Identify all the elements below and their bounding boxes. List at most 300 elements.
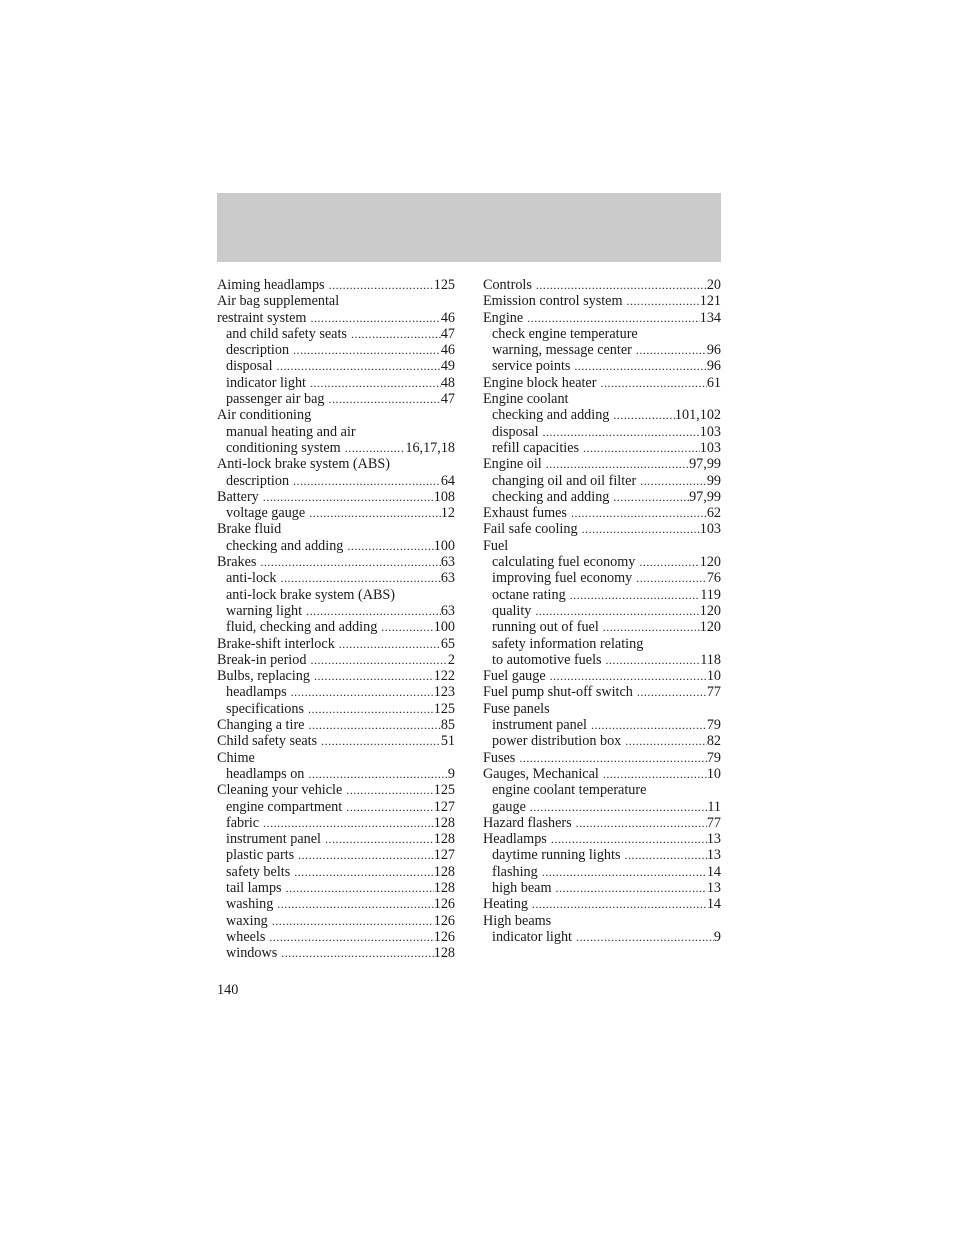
dot-leader bbox=[546, 456, 689, 472]
dot-leader bbox=[309, 505, 441, 521]
dot-leader bbox=[591, 717, 707, 733]
index-entry-text: Emission control system bbox=[483, 293, 623, 310]
index-entry bbox=[217, 538, 455, 554]
index-entry bbox=[217, 505, 455, 521]
index-entry bbox=[217, 766, 455, 782]
index-entry-page: 126 bbox=[433, 928, 455, 945]
index-entry bbox=[217, 293, 455, 309]
dot-leader bbox=[542, 864, 707, 880]
index-entry bbox=[217, 391, 455, 407]
index-entry-text: indicator light bbox=[492, 928, 572, 945]
index-entry bbox=[217, 407, 455, 423]
index-entry-page: 120 bbox=[699, 602, 721, 619]
index-entry-text: warning light bbox=[226, 602, 303, 619]
dot-leader bbox=[636, 342, 707, 358]
index-entry-text: refill capacities bbox=[492, 439, 580, 456]
dot-leader bbox=[636, 570, 707, 586]
dot-leader bbox=[550, 668, 707, 684]
index-entry bbox=[217, 636, 455, 652]
dot-leader bbox=[576, 929, 714, 945]
index-entry-page: 13 bbox=[706, 879, 721, 896]
index-entry-text: calculating fuel economy bbox=[492, 554, 636, 571]
index-entry-page: 127 bbox=[433, 798, 455, 815]
index-entry-text: and child safety seats bbox=[226, 325, 347, 342]
index-entry-page: 126 bbox=[433, 912, 455, 929]
index-entry bbox=[217, 603, 455, 619]
index-entry-page: 103 bbox=[699, 423, 721, 440]
dot-leader bbox=[381, 619, 433, 635]
index-entry-page: 100 bbox=[433, 619, 455, 636]
index-entry bbox=[217, 864, 455, 880]
index-entry-text: plastic parts bbox=[226, 847, 295, 864]
index-entry-text: Engine coolant bbox=[483, 391, 569, 408]
index-entry-page: 82 bbox=[706, 733, 721, 750]
index-entry bbox=[217, 326, 455, 342]
index-entry-page: 100 bbox=[433, 537, 455, 554]
index-entry-text: safety information relating bbox=[492, 635, 644, 652]
index-entry bbox=[483, 489, 721, 505]
header-band bbox=[217, 193, 721, 262]
index-entry bbox=[483, 847, 721, 863]
index-entry-page: 14 bbox=[706, 896, 721, 913]
index-entry-text: Changing a tire bbox=[217, 717, 305, 734]
index-entry bbox=[483, 326, 721, 342]
index-entry-page: 127 bbox=[433, 847, 455, 864]
index-entry-page: 47 bbox=[440, 391, 455, 408]
index-entry-page: 120 bbox=[699, 554, 721, 571]
index-column-right bbox=[483, 277, 721, 945]
dot-leader bbox=[325, 831, 434, 847]
index-entry-text: octane rating bbox=[492, 586, 566, 603]
index-entry-text: conditioning system bbox=[226, 439, 341, 456]
index-entry-page: 123 bbox=[433, 684, 455, 701]
index-entry-page: 134 bbox=[699, 309, 721, 326]
dot-leader bbox=[308, 701, 434, 717]
index-entry-text: high beam bbox=[492, 879, 552, 896]
index-entry bbox=[217, 815, 455, 831]
index-entry bbox=[217, 456, 455, 472]
index-entry bbox=[217, 782, 455, 798]
dot-leader bbox=[556, 880, 707, 896]
index-entry bbox=[217, 831, 455, 847]
dot-leader bbox=[519, 750, 706, 766]
dot-leader bbox=[625, 733, 707, 749]
dot-leader bbox=[351, 326, 441, 342]
dot-leader bbox=[298, 847, 434, 863]
dot-leader bbox=[306, 603, 441, 619]
index-entry bbox=[483, 733, 721, 749]
index-entry-text: instrument panel bbox=[226, 831, 321, 848]
index-entry-page: 96 bbox=[706, 358, 721, 375]
index-entry bbox=[217, 375, 455, 391]
index-entry-text: running out of fuel bbox=[492, 619, 599, 636]
index-entry-page: 9 bbox=[447, 765, 455, 782]
index-entry-text: anti-lock brake system (ABS) bbox=[226, 586, 396, 603]
dot-leader bbox=[532, 896, 707, 912]
index-entry-text: quality bbox=[492, 602, 532, 619]
dot-leader bbox=[329, 277, 434, 293]
index-entry bbox=[217, 684, 455, 700]
index-entry-text: safety belts bbox=[226, 863, 291, 880]
index-entry-page: 51 bbox=[440, 733, 455, 750]
index-entry bbox=[483, 587, 721, 603]
index-entry-text: wheels bbox=[226, 928, 266, 945]
index-entry-page: 97,99 bbox=[689, 488, 721, 505]
dot-leader bbox=[314, 668, 434, 684]
index-entry-page: 125 bbox=[433, 700, 455, 717]
index-entry bbox=[483, 782, 721, 798]
index-entry bbox=[217, 799, 455, 815]
index-entry bbox=[217, 652, 455, 668]
dot-leader bbox=[613, 489, 689, 505]
index-entry-text: to automotive fuels bbox=[492, 651, 602, 668]
index-entry bbox=[483, 896, 721, 912]
index-entry-text: Fuse panels bbox=[483, 700, 550, 717]
index-entry bbox=[217, 473, 455, 489]
index-entry-text: Headlamps bbox=[483, 831, 547, 848]
index-entry bbox=[483, 407, 721, 423]
dot-leader bbox=[339, 636, 441, 652]
index-entry-text: Air conditioning bbox=[217, 407, 312, 424]
index-entry-page: 128 bbox=[433, 863, 455, 880]
index-entry bbox=[483, 831, 721, 847]
dot-leader bbox=[291, 684, 434, 700]
index-entry bbox=[217, 342, 455, 358]
dot-leader bbox=[600, 375, 706, 391]
index-entry-page: 108 bbox=[433, 488, 455, 505]
dot-leader bbox=[606, 652, 701, 668]
index-entry-text: Exhaust fumes bbox=[483, 505, 567, 522]
index-entry-page: 62 bbox=[706, 505, 721, 522]
dot-leader bbox=[535, 603, 699, 619]
index-entry bbox=[483, 652, 721, 668]
dot-leader bbox=[310, 375, 441, 391]
index-entry-text: Engine oil bbox=[483, 456, 542, 473]
dot-leader bbox=[530, 799, 707, 815]
index-entry-text: Battery bbox=[217, 488, 259, 505]
index-entry-text: Aiming headlamps bbox=[217, 277, 325, 293]
index-entry-text: Break-in period bbox=[217, 651, 307, 668]
index-entry-text: fluid, checking and adding bbox=[226, 619, 378, 636]
index-entry-page: 103 bbox=[699, 521, 721, 538]
dot-leader bbox=[277, 896, 433, 912]
index-entry bbox=[483, 570, 721, 586]
index-entry-page: 128 bbox=[433, 814, 455, 831]
index-entry-text: disposal bbox=[226, 358, 273, 375]
index-entry bbox=[483, 538, 721, 554]
index-entry-text: engine coolant temperature bbox=[492, 782, 647, 799]
index-entry bbox=[483, 815, 721, 831]
index-entry-page: 13 bbox=[706, 831, 721, 848]
dot-leader bbox=[347, 538, 433, 554]
index-entry bbox=[217, 424, 455, 440]
dot-leader bbox=[637, 684, 707, 700]
index-entry-page: 46 bbox=[440, 309, 455, 326]
index-entry-text: Fuel pump shut-off switch bbox=[483, 684, 633, 701]
index-entry-page: 16,17,18 bbox=[405, 439, 455, 456]
index-entry-text: Gauges, Mechanical bbox=[483, 765, 599, 782]
index-entry-page: 85 bbox=[440, 717, 455, 734]
index-entry-page: 14 bbox=[706, 863, 721, 880]
dot-leader bbox=[639, 554, 699, 570]
index-entry-text: restraint system bbox=[217, 309, 307, 326]
dot-leader bbox=[281, 945, 433, 961]
index-entry bbox=[217, 521, 455, 537]
index-entry-text: Fuel gauge bbox=[483, 668, 546, 685]
index-entry-text: Controls bbox=[483, 277, 532, 293]
index-entry-page: 99 bbox=[706, 472, 721, 489]
index-entry-page: 101,102 bbox=[674, 407, 721, 424]
index-entry-page: 2 bbox=[447, 651, 455, 668]
index-entry bbox=[483, 342, 721, 358]
index-entry-text: passenger air bag bbox=[226, 391, 325, 408]
index-entry-text: Fuel bbox=[483, 537, 509, 554]
dot-leader bbox=[570, 587, 701, 603]
index-entry-page: 125 bbox=[433, 277, 455, 293]
index-entry-page: 12 bbox=[440, 505, 455, 522]
index-entry-text: description bbox=[226, 342, 290, 359]
dot-leader bbox=[280, 570, 440, 586]
index-entry-page: 118 bbox=[700, 651, 721, 668]
index-entry-text: instrument panel bbox=[492, 717, 587, 734]
index-entry-page: 96 bbox=[706, 342, 721, 359]
index-entry-text: Fuses bbox=[483, 749, 516, 766]
index-entry-text: High beams bbox=[483, 912, 552, 929]
index-entry-text: Brake fluid bbox=[217, 521, 282, 538]
index-entry bbox=[483, 929, 721, 945]
index-entry bbox=[483, 293, 721, 309]
index-entry-text: Heating bbox=[483, 896, 528, 913]
dot-leader bbox=[286, 880, 434, 896]
index-entry bbox=[217, 310, 455, 326]
index-entry-text: checking and adding bbox=[226, 537, 344, 554]
index-entry-page: 77 bbox=[706, 814, 721, 831]
dot-leader bbox=[260, 554, 440, 570]
dot-leader bbox=[346, 799, 434, 815]
index-entry bbox=[483, 701, 721, 717]
index-entry-text: voltage gauge bbox=[226, 505, 306, 522]
index-entry-text: Bulbs, replacing bbox=[217, 668, 310, 685]
dot-leader bbox=[527, 310, 700, 326]
index-entry bbox=[217, 701, 455, 717]
index-entry-page: 119 bbox=[700, 586, 721, 603]
dot-leader bbox=[624, 847, 706, 863]
dot-leader bbox=[551, 831, 707, 847]
index-entry-page: 47 bbox=[440, 325, 455, 342]
index-entry-page: 79 bbox=[706, 717, 721, 734]
dot-leader bbox=[603, 766, 707, 782]
index-entry-text: Brakes bbox=[217, 554, 257, 571]
dot-leader bbox=[328, 391, 440, 407]
index-entry-text: check engine temperature bbox=[492, 325, 638, 342]
dot-leader bbox=[310, 310, 440, 326]
index-entry bbox=[217, 587, 455, 603]
dot-leader bbox=[346, 782, 433, 798]
index-entry-text: tail lamps bbox=[226, 879, 282, 896]
index-entry-page: 128 bbox=[433, 831, 455, 848]
index-entry-text: power distribution box bbox=[492, 733, 622, 750]
index-entry bbox=[217, 733, 455, 749]
index-entry-page: 11 bbox=[707, 798, 721, 815]
index-entry-page: 122 bbox=[433, 668, 455, 685]
index-entry-text: headlamps on bbox=[226, 765, 305, 782]
index-entry-page: 64 bbox=[440, 472, 455, 489]
dot-leader bbox=[571, 505, 707, 521]
index-entry-page: 13 bbox=[706, 847, 721, 864]
index-entry bbox=[217, 717, 455, 733]
dot-leader bbox=[576, 815, 707, 831]
index-entry bbox=[483, 456, 721, 472]
dot-leader bbox=[310, 652, 447, 668]
dot-leader bbox=[345, 440, 406, 456]
index-entry-text: manual heating and air bbox=[226, 423, 356, 440]
index-entry bbox=[217, 847, 455, 863]
index-entry bbox=[483, 391, 721, 407]
index-entry-page: 48 bbox=[440, 374, 455, 391]
index-entry-text: improving fuel economy bbox=[492, 570, 633, 587]
index-entry bbox=[483, 375, 721, 391]
index-entry-page: 63 bbox=[440, 554, 455, 571]
index-entry bbox=[217, 750, 455, 766]
index-entry-text: specifications bbox=[226, 700, 305, 717]
index-entry-text: Anti-lock brake system (ABS) bbox=[217, 456, 390, 473]
index-entry bbox=[217, 554, 455, 570]
index-entry-text: checking and adding bbox=[492, 407, 610, 424]
index-entry bbox=[217, 570, 455, 586]
index-entry-text: flashing bbox=[492, 863, 538, 880]
index-entry bbox=[483, 521, 721, 537]
index-entry bbox=[217, 913, 455, 929]
index-entry bbox=[483, 799, 721, 815]
index-entry bbox=[483, 864, 721, 880]
dot-leader bbox=[277, 358, 441, 374]
index-entry-page: 9 bbox=[713, 928, 721, 945]
index-entry-text: waxing bbox=[226, 912, 268, 929]
index-entry bbox=[217, 358, 455, 374]
index-entry bbox=[483, 554, 721, 570]
index-entry bbox=[483, 750, 721, 766]
index-entry-page: 77 bbox=[706, 684, 721, 701]
index-entry bbox=[217, 440, 455, 456]
index-entry bbox=[483, 603, 721, 619]
index-entry-page: 125 bbox=[433, 782, 455, 799]
index-entry bbox=[483, 636, 721, 652]
index-entry bbox=[217, 489, 455, 505]
index-entry-text: Cleaning your vehicle bbox=[217, 782, 343, 799]
index-entry-text: Fail safe cooling bbox=[483, 521, 578, 538]
index-entry bbox=[217, 896, 455, 912]
index-entry-page: 65 bbox=[440, 635, 455, 652]
index-entry-text: washing bbox=[226, 896, 274, 913]
index-entry-page: 97,99 bbox=[689, 456, 721, 473]
index-entry-page: 46 bbox=[440, 342, 455, 359]
dot-leader bbox=[536, 277, 707, 293]
dot-leader bbox=[308, 766, 448, 782]
dot-leader bbox=[263, 815, 434, 831]
dot-leader bbox=[272, 913, 434, 929]
index-entry bbox=[217, 945, 455, 961]
dot-leader bbox=[308, 717, 440, 733]
index-entry-text: disposal bbox=[492, 423, 539, 440]
dot-leader bbox=[574, 358, 706, 374]
index-entry bbox=[217, 277, 455, 293]
index-entry bbox=[483, 310, 721, 326]
index-entry-page: 128 bbox=[433, 879, 455, 896]
index-entry-text: windows bbox=[226, 945, 278, 962]
dot-leader bbox=[321, 733, 441, 749]
index-entry-text: service points bbox=[492, 358, 571, 375]
index-entry-text: description bbox=[226, 472, 290, 489]
index-entry-text: Chime bbox=[217, 749, 255, 766]
index-entry-page: 126 bbox=[433, 896, 455, 913]
index-entry bbox=[483, 619, 721, 635]
index-entry-text: anti-lock bbox=[226, 570, 277, 587]
index-entry-text: engine compartment bbox=[226, 798, 343, 815]
index-entry bbox=[483, 913, 721, 929]
index-entry-text: Child safety seats bbox=[217, 733, 318, 750]
index-entry-page: 10 bbox=[706, 668, 721, 685]
index-entry bbox=[483, 505, 721, 521]
dot-leader bbox=[640, 473, 707, 489]
index-entry-page: 20 bbox=[706, 277, 721, 293]
dot-leader bbox=[543, 424, 700, 440]
index-entry-page: 79 bbox=[706, 749, 721, 766]
index-entry-text: checking and adding bbox=[492, 488, 610, 505]
index-entry-text: gauge bbox=[492, 798, 526, 815]
index-entry-text: Brake-shift interlock bbox=[217, 635, 335, 652]
index-entry-page: 63 bbox=[440, 570, 455, 587]
index-entry bbox=[483, 717, 721, 733]
index-entry-page: 49 bbox=[440, 358, 455, 375]
page-number: 140 bbox=[217, 982, 239, 998]
index-entry-page: 121 bbox=[699, 293, 721, 310]
dot-leader bbox=[263, 489, 434, 505]
index-entry bbox=[483, 880, 721, 896]
dot-leader bbox=[293, 473, 441, 489]
index-entry-text: headlamps bbox=[226, 684, 287, 701]
index-entry bbox=[217, 668, 455, 684]
index-entry-text: Hazard flashers bbox=[483, 814, 572, 831]
index-entry bbox=[483, 277, 721, 293]
index-entry bbox=[217, 619, 455, 635]
index-entry-text: Engine bbox=[483, 309, 524, 326]
index-entry bbox=[483, 424, 721, 440]
index-entry bbox=[483, 668, 721, 684]
index-entry-text: Air bag supplemental bbox=[217, 293, 340, 310]
index-entry-page: 63 bbox=[440, 602, 455, 619]
index-entry-page: 128 bbox=[433, 945, 455, 962]
dot-leader bbox=[293, 342, 441, 358]
index-entry bbox=[483, 440, 721, 456]
index-entry-page: 10 bbox=[706, 765, 721, 782]
index-entry-page: 120 bbox=[699, 619, 721, 636]
dot-leader bbox=[613, 407, 674, 423]
index-entry-page: 76 bbox=[706, 570, 721, 587]
index-entry bbox=[483, 684, 721, 700]
dot-leader bbox=[627, 293, 700, 309]
dot-leader bbox=[582, 521, 700, 537]
index-entry-text: Engine block heater bbox=[483, 374, 597, 391]
dot-leader bbox=[269, 929, 433, 945]
index-entry-text: indicator light bbox=[226, 374, 306, 391]
index-entry-text: changing oil and oil filter bbox=[492, 472, 637, 489]
index-column-left bbox=[217, 277, 455, 961]
index-entry bbox=[483, 766, 721, 782]
index-entry bbox=[217, 929, 455, 945]
index-entry-page: 61 bbox=[706, 374, 721, 391]
index-entry-text: fabric bbox=[226, 814, 260, 831]
index-entry bbox=[483, 473, 721, 489]
